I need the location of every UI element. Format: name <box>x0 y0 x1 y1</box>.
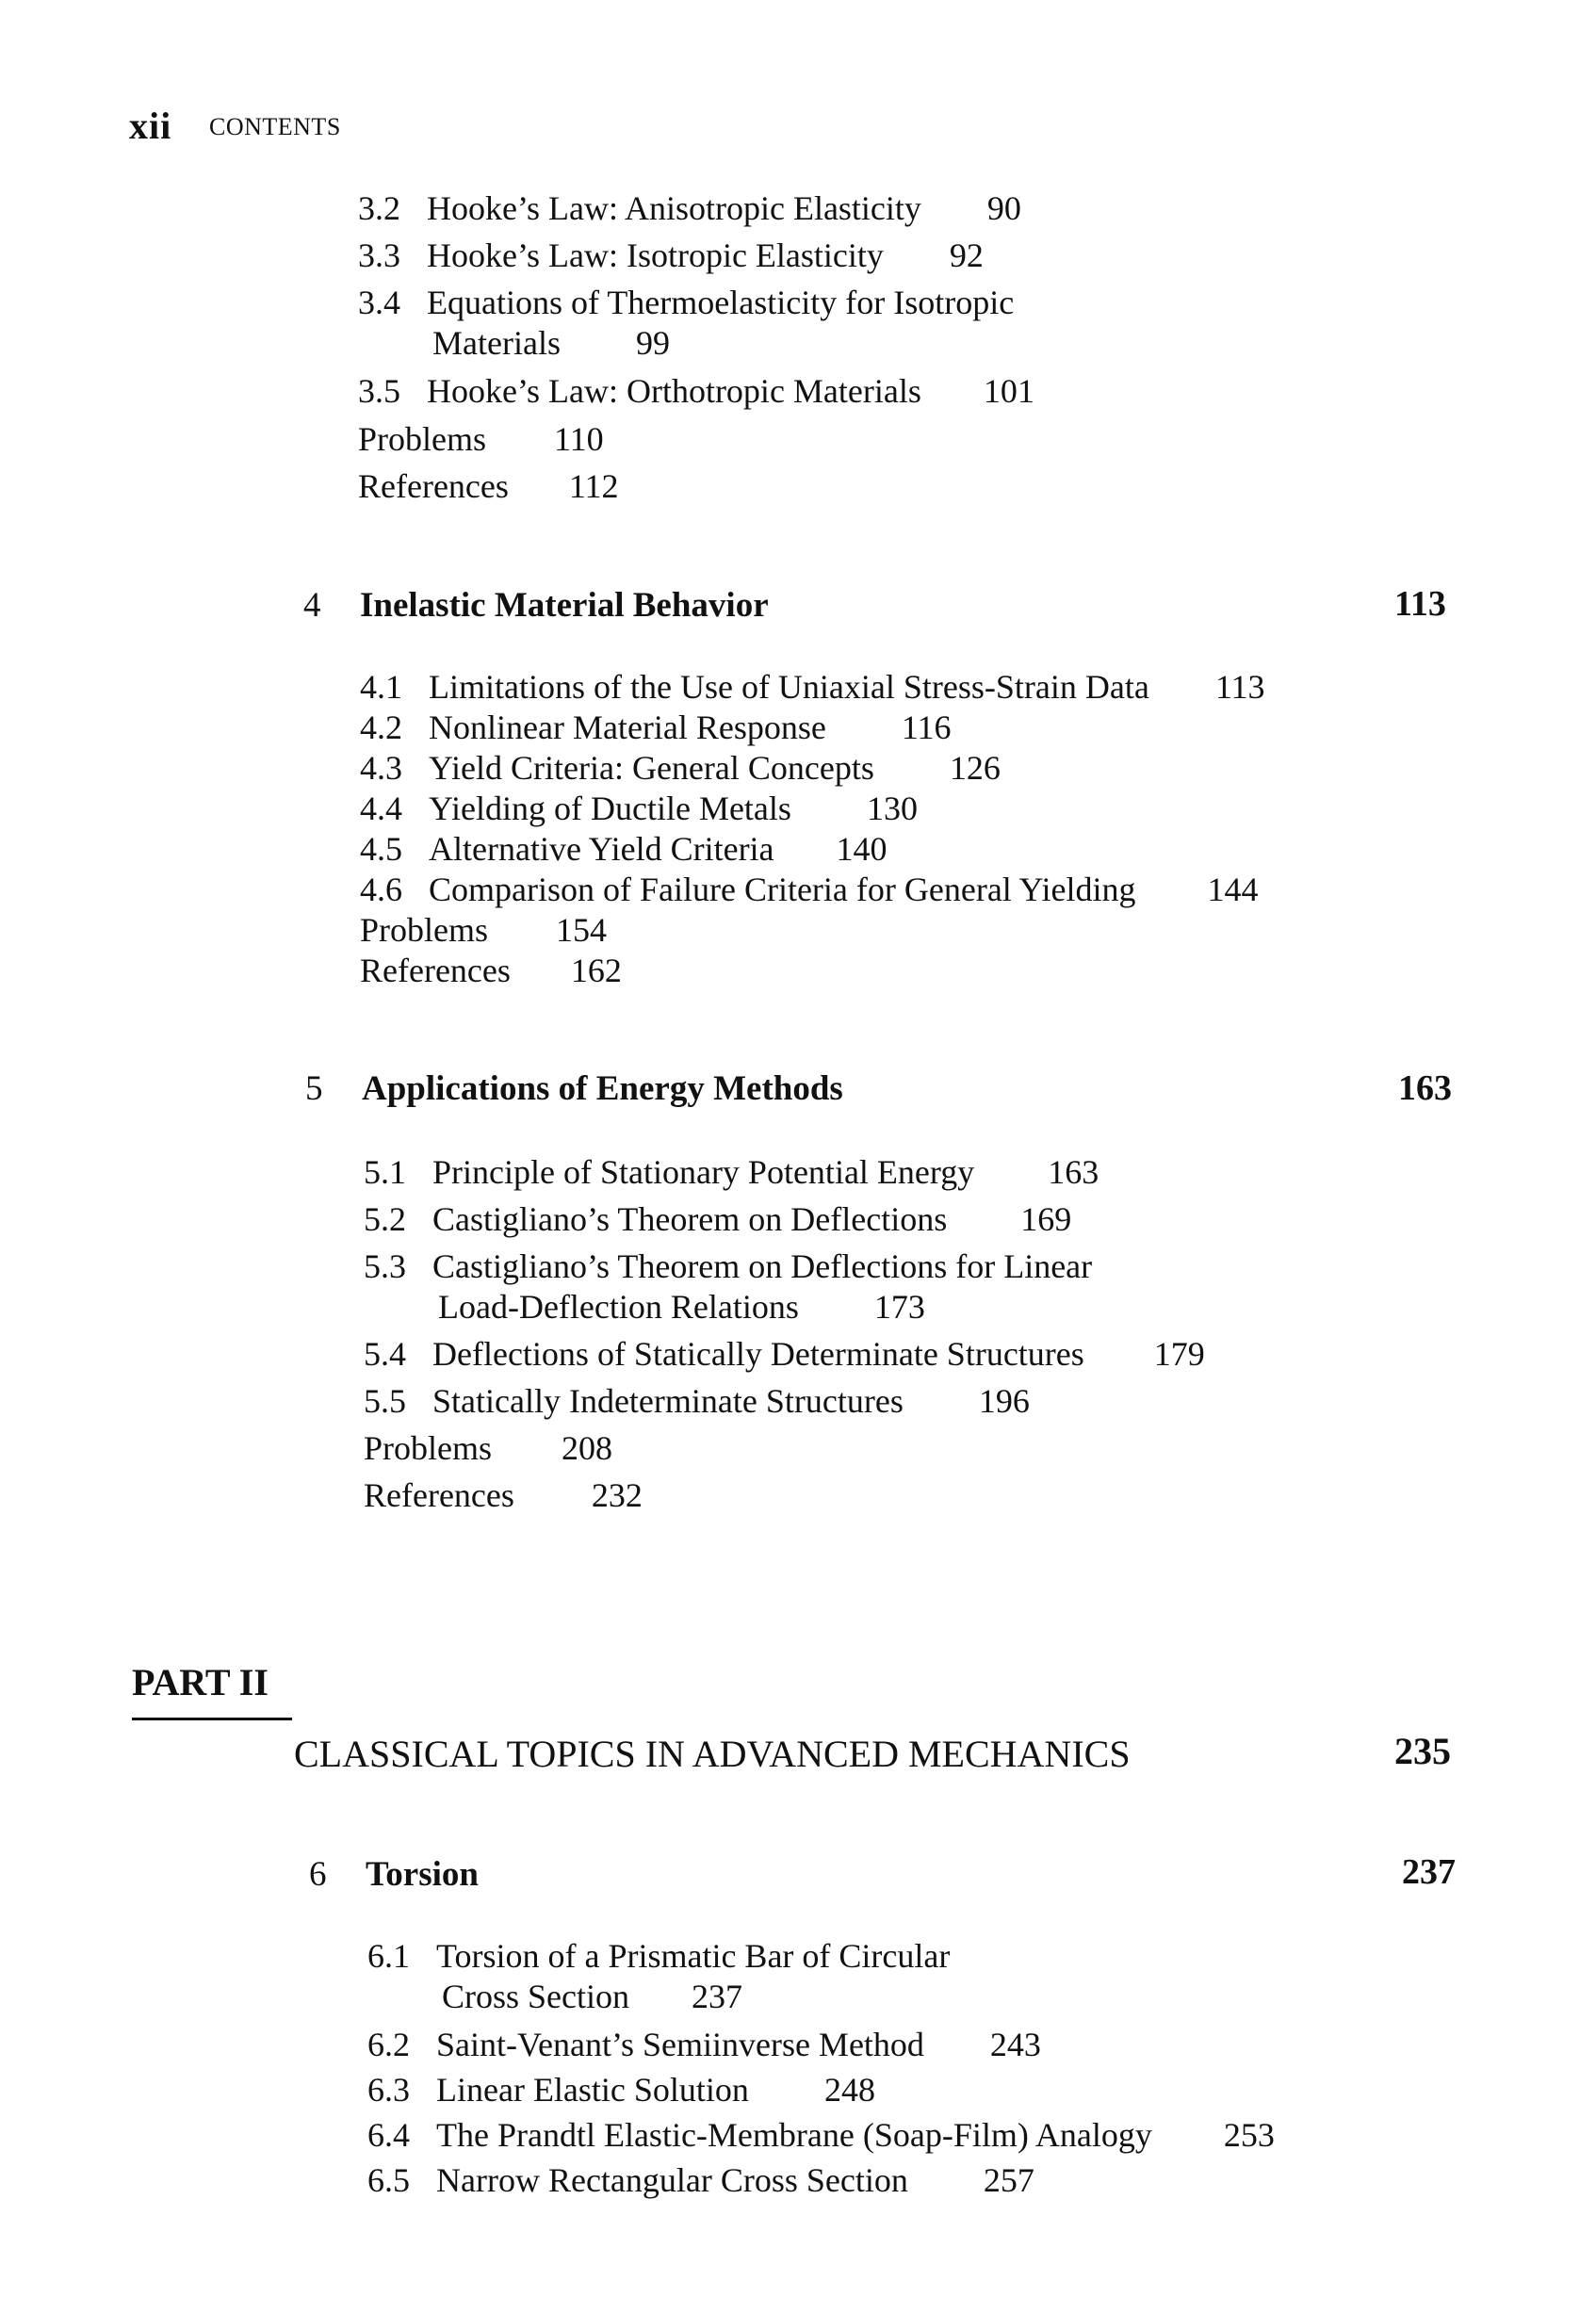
toc-entry <box>358 236 984 275</box>
toc-references: References 112 <box>358 467 619 505</box>
section-title: Materials <box>432 324 561 362</box>
toc-entry: 6.2 Saint-Venant’s Semiinverse Method 243 <box>367 2026 1041 2063</box>
toc-problems: Problems 110 <box>358 420 604 458</box>
running-title: CONTENTS <box>209 113 341 140</box>
toc-entry: 6.1 Torsion of a Prismatic Bar of Circular <box>367 1937 951 1975</box>
toc-entry: 4.3 Yield Criteria: General Concepts 126 <box>360 749 1001 787</box>
section-page: 101 <box>983 372 1034 410</box>
section-page: 92 <box>949 236 984 274</box>
toc-problems: Problems 208 <box>364 1429 613 1467</box>
section-title: Hooke’s Law: Orthotropic Materials <box>427 372 921 410</box>
toc-entry: 6.3 Linear Elastic Solution 248 <box>367 2071 875 2109</box>
toc-entry: 5.1 Principle of Stationary Potential Energy 163 <box>364 1153 1099 1191</box>
section-title: Hooke’s Law: Anisotropic Elasticity <box>427 189 921 227</box>
chapter-title: Applications of Energy Methods <box>362 1069 843 1108</box>
toc-entry-continuation <box>432 323 670 363</box>
section-page: 99 <box>635 324 670 362</box>
toc-entry <box>358 371 1034 411</box>
toc-references: References 232 <box>364 1476 643 1514</box>
toc-entry: 5.5 Statically Indeterminate Structures 196 <box>364 1382 1030 1420</box>
part-title: CLASSICAL TOPICS IN ADVANCED MECHANICS <box>294 1733 1131 1775</box>
chapter-number: 5 <box>305 1069 323 1108</box>
toc-entry-continuation: Load-Deflection Relations 173 <box>438 1288 925 1326</box>
chapter-number: 4 <box>303 586 321 625</box>
toc-entry: 4.4 Yielding of Ductile Metals 130 <box>360 790 918 827</box>
section-number: 3.2 <box>358 189 400 227</box>
section-number: 3.4 <box>358 284 400 321</box>
section-page: 110 <box>554 420 604 458</box>
chapter-number: 6 <box>309 1855 327 1894</box>
part-page: 235 <box>1394 1730 1451 1772</box>
toc-entry: 4.2 Nonlinear Material Response 116 <box>360 709 952 746</box>
toc-entry: 4.6 Comparison of Failure Criteria for General Yielding 144 <box>360 871 1259 908</box>
section-title: Equations of Thermoelasticity for Isotropic <box>427 284 1015 321</box>
chapter-page: 113 <box>1394 584 1446 624</box>
part-rule <box>132 1718 292 1720</box>
toc-problems: Problems 154 <box>360 911 608 949</box>
chapter-title: Inelastic Material Behavior <box>360 586 769 625</box>
toc-entry: 6.5 Narrow Rectangular Cross Section 257 <box>367 2161 1034 2199</box>
toc-entry: 5.3 Castigliano’s Theorem on Deflections for Linear <box>364 1247 1093 1285</box>
toc-entry: 5.2 Castigliano’s Theorem on Deflections 169 <box>364 1200 1072 1238</box>
toc-entry: 4.1 Limitations of the Use of Uniaxial Stress-Strain Data 113 <box>360 668 1265 706</box>
toc-entry: 5.4 Deflections of Statically Determinate Structures 179 <box>364 1335 1205 1373</box>
chapter-title: Torsion <box>366 1855 479 1894</box>
chapter-page: 163 <box>1398 1068 1452 1108</box>
toc-entry <box>358 188 1021 228</box>
chapter-page: 237 <box>1402 1852 1456 1892</box>
section-title: Hooke’s Law: Isotropic Elasticity <box>427 236 884 274</box>
toc-references: References 162 <box>360 952 622 989</box>
section-page: 90 <box>986 189 1021 227</box>
section-page: 112 <box>568 467 619 505</box>
section-number: 3.5 <box>358 372 400 410</box>
toc-entry: 4.5 Alternative Yield Criteria 140 <box>360 830 888 868</box>
section-number: 3.3 <box>358 236 400 274</box>
toc-entry: 6.4 The Prandtl Elastic-Membrane (Soap-Film) Analogy 253 <box>367 2116 1275 2154</box>
toc-entry <box>358 283 1014 322</box>
part-label: PART II <box>132 1661 269 1703</box>
page-numeral: xii <box>129 105 172 147</box>
toc-entry-continuation: Cross Section 237 <box>442 1978 743 2015</box>
